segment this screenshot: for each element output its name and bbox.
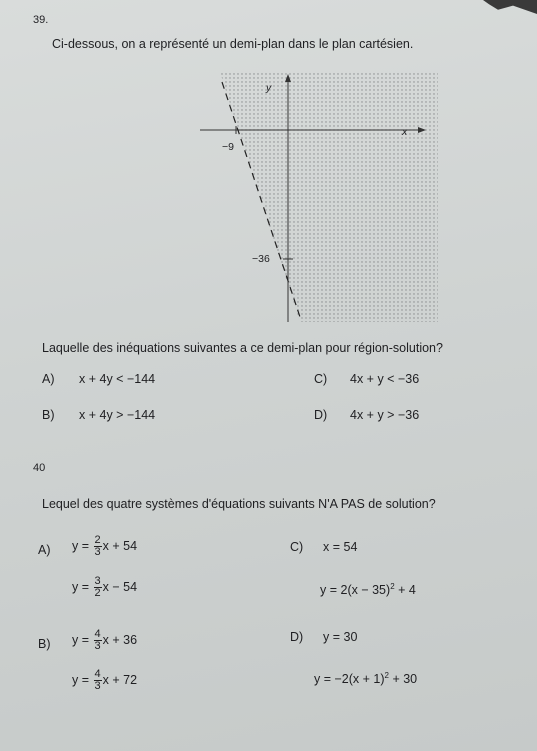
option-d-expression: 4x + y > −36 bbox=[350, 408, 420, 422]
system-c-letter: C) bbox=[290, 540, 304, 554]
option-a-expression: x + 4y < −144 bbox=[79, 372, 156, 386]
equation-lhs: y = bbox=[72, 632, 90, 647]
question-39-statement: Ci-dessous, on a représenté un demi-plan dans le plan cartésien. bbox=[52, 37, 414, 51]
system-c-equation-1: x = 54 bbox=[323, 540, 358, 554]
equation-rest: x + 72 bbox=[102, 672, 138, 687]
system-b-equation-1 bbox=[72, 629, 137, 652]
half-plane-graph bbox=[200, 72, 440, 322]
option-c-letter: C) bbox=[314, 372, 328, 386]
fraction bbox=[94, 576, 102, 599]
option-b-letter: B) bbox=[42, 408, 55, 422]
system-c-equation-2 bbox=[320, 582, 416, 597]
question-39-prompt: Laquelle des inéquations suivantes a ce demi-plan pour région-solution? bbox=[42, 341, 443, 355]
system-d-letter: D) bbox=[290, 630, 304, 644]
y-intercept-label: −36 bbox=[252, 253, 270, 265]
denominator: 2 bbox=[94, 587, 101, 599]
numerator: 4 bbox=[94, 628, 101, 640]
option-b-expression: x + 4y > −144 bbox=[79, 408, 156, 422]
torn-paper-corner bbox=[477, 0, 537, 14]
equation-tail: + 4 bbox=[394, 583, 416, 598]
fraction bbox=[94, 535, 102, 558]
denominator: 3 bbox=[94, 640, 101, 652]
x-axis-label: x bbox=[402, 126, 408, 138]
system-d-equation-2 bbox=[314, 671, 417, 686]
x-intercept-label: −9 bbox=[222, 141, 234, 153]
denominator: 3 bbox=[94, 546, 101, 558]
system-b-letter: B) bbox=[38, 637, 51, 651]
exponent: 2 bbox=[390, 582, 395, 591]
system-a-equation-2 bbox=[72, 576, 137, 599]
question-number-40: 40 bbox=[33, 462, 46, 474]
option-c-expression: 4x + y < −36 bbox=[350, 372, 420, 386]
equation-base: y = 2(x − 35) bbox=[320, 583, 391, 598]
equation-lhs: y = bbox=[72, 579, 90, 594]
y-axis-label: y bbox=[266, 82, 272, 94]
question-40-prompt: Lequel des quatre systèmes d'équations suivants N'A PAS de solution? bbox=[42, 497, 436, 511]
equation-rest: x + 54 bbox=[102, 538, 138, 553]
option-a-letter: A) bbox=[42, 372, 55, 386]
numerator: 3 bbox=[94, 575, 101, 587]
shaded-region bbox=[220, 72, 438, 322]
numerator: 4 bbox=[94, 668, 101, 680]
system-a-letter: A) bbox=[38, 543, 51, 557]
system-d-equation-1: y = 30 bbox=[323, 630, 358, 644]
equation-lhs: y = bbox=[72, 538, 90, 553]
equation-rest: x + 36 bbox=[102, 632, 138, 647]
exponent: 2 bbox=[384, 671, 389, 680]
system-a-equation-1 bbox=[72, 535, 137, 558]
option-d-letter: D) bbox=[314, 408, 328, 422]
fraction bbox=[94, 669, 102, 692]
equation-base: y = −2(x + 1) bbox=[314, 672, 385, 687]
equation-lhs: y = bbox=[72, 672, 90, 687]
denominator: 3 bbox=[94, 680, 101, 692]
equation-tail: + 30 bbox=[388, 672, 418, 687]
equation-rest: x − 54 bbox=[102, 579, 138, 594]
fraction bbox=[94, 629, 102, 652]
system-b-equation-2 bbox=[72, 669, 137, 692]
question-number-39: 39. bbox=[33, 14, 49, 26]
numerator: 2 bbox=[94, 534, 101, 546]
